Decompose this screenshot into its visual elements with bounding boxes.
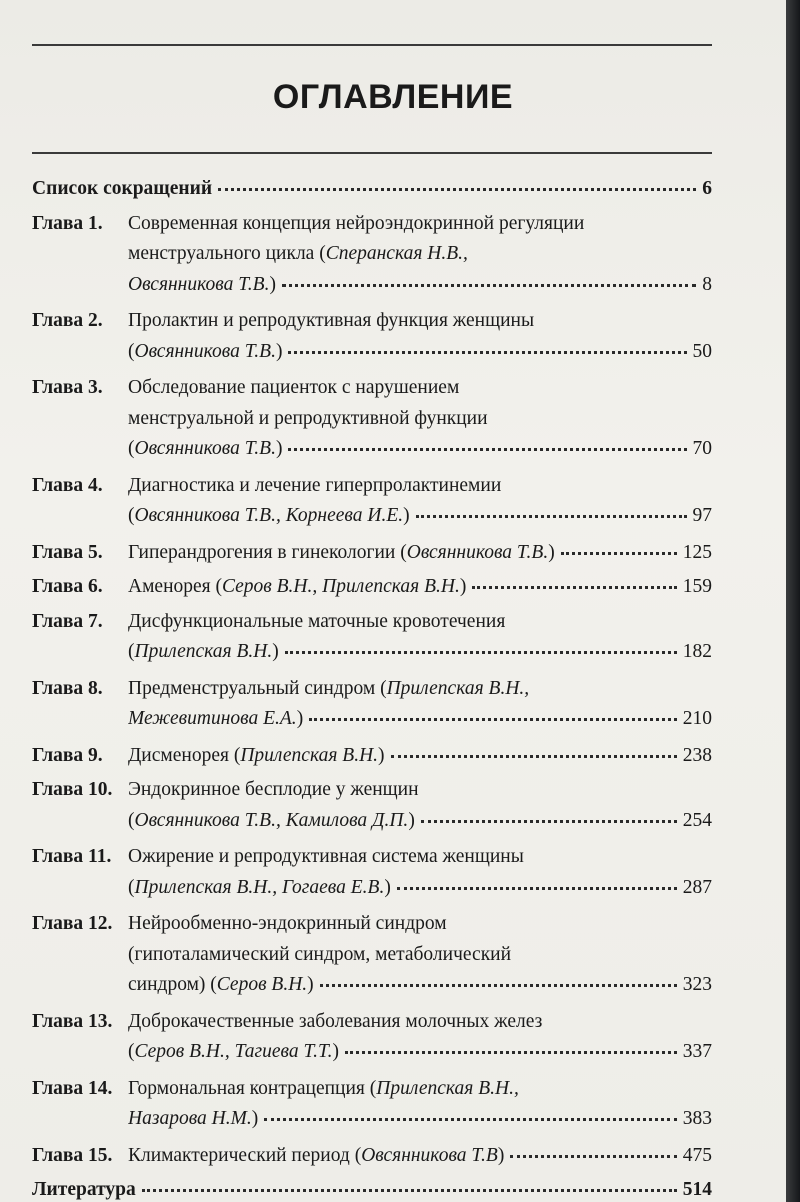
page-number: 514	[682, 1179, 712, 1200]
page-number: 8	[702, 273, 712, 295]
entry-text-line: менструальной и репродуктивной функции	[128, 407, 488, 429]
chapter-label: Глава 9.	[32, 744, 103, 766]
page-number: 254	[682, 809, 712, 831]
dot-leader	[264, 1112, 677, 1121]
chapter-label: Глава 2.	[32, 310, 103, 331]
dot-leader	[288, 345, 686, 354]
entry-text-line: Пролактин и репродуктивная функция женщины	[128, 310, 535, 331]
book-edge	[786, 0, 800, 1202]
chapter-label: Глава 1.	[32, 212, 103, 234]
entry-text-line: синдром) (Серов В.Н.)	[128, 974, 314, 995]
entry-text-line: Ожирение и репродуктивная система женщины	[128, 846, 524, 867]
chapter-label: Глава 12.	[32, 913, 113, 934]
page-number: 50	[692, 340, 712, 362]
entry-text-line: Литература	[32, 1179, 136, 1200]
chapter-label: Глава 4.	[32, 474, 103, 496]
toc-entry	[32, 607, 712, 668]
entry-text-line: (Овсянникова Т.В., Корнеева И.Е.)	[128, 505, 410, 526]
toc-entry	[32, 306, 712, 367]
toc-entry	[32, 674, 712, 735]
toc-entry	[32, 174, 712, 205]
entry-text-line: Эндокринное бесплодие у женщин	[128, 779, 419, 800]
entry-text-line: Обследование пациенток с нарушением	[128, 377, 460, 398]
entry-text-line: менструального цикла (Сперанская Н.В.,	[128, 243, 468, 264]
entry-text-line: Предменструальный синдром (Прилепская В.Н.,	[128, 677, 530, 699]
chapter-label: Глава 10.	[32, 779, 113, 800]
dot-leader	[142, 1183, 677, 1192]
page-number: 125	[682, 541, 712, 563]
toc-entry	[32, 471, 712, 532]
chapter-label: Глава 6.	[32, 576, 103, 597]
entry-text-line: Межевитинова Е.А.)	[128, 708, 304, 729]
chapter-label: Глава 8.	[32, 677, 103, 699]
dot-leader	[472, 580, 676, 589]
toc-entry	[32, 909, 712, 1001]
entry-text-line: (Овсянникова Т.В.)	[128, 438, 283, 459]
chapter-label: Глава 7.	[32, 610, 103, 632]
toc-entry	[32, 373, 712, 465]
toc-entry	[32, 775, 712, 836]
toc-entry	[32, 741, 712, 772]
entry-text-line: Доброкачественные заболевания молочных желез	[128, 1010, 543, 1032]
toc-entry	[32, 1175, 712, 1202]
entry-text-line: (Прилепская В.Н., Гогаева Е.В.)	[128, 876, 391, 898]
page-number: 323	[682, 974, 712, 995]
chapter-label: Глава 11.	[32, 846, 112, 867]
chapter-label: Глава 5.	[32, 541, 103, 563]
chapter-label: Глава 13.	[32, 1010, 113, 1032]
entry-text-line: (Прилепская В.Н.)	[128, 641, 279, 662]
entry-text-line: Овсянникова Т.В.)	[128, 273, 276, 295]
dot-leader	[320, 978, 677, 987]
toc-entry	[32, 1141, 712, 1172]
dot-leader	[561, 546, 677, 555]
toc-entry	[32, 538, 712, 569]
page-number: 337	[682, 1041, 712, 1062]
page-number: 70	[692, 438, 712, 459]
dot-leader	[218, 182, 696, 191]
page-number: 287	[682, 876, 712, 898]
dot-leader	[345, 1045, 677, 1054]
toc-entry	[32, 1007, 712, 1068]
dot-leader	[282, 278, 696, 287]
title-rule	[32, 152, 712, 154]
entry-text-line: Дисменорея (Прилепская В.Н.)	[128, 744, 385, 766]
page-number: 238	[682, 744, 712, 766]
toc-entry	[32, 1074, 712, 1135]
entry-text-line: Аменорея (Серов В.Н., Прилепская В.Н.)	[128, 576, 467, 597]
top-rule	[32, 44, 712, 46]
page-number: 475	[682, 1144, 712, 1166]
entry-text-line: Климактерический период (Овсянникова Т.В)	[128, 1144, 505, 1166]
toc-entry	[32, 842, 712, 903]
page-number: 159	[682, 576, 712, 597]
dot-leader	[510, 1149, 676, 1158]
page-title: ОГЛАВЛЕНИЕ	[272, 78, 514, 116]
page-number: 383	[682, 1108, 712, 1129]
dot-leader	[397, 881, 677, 890]
entry-text-line: Современная концепция нейроэндокринной регуляции	[128, 212, 585, 234]
entry-text-line: Нейрообменно-эндокринный синдром	[128, 913, 447, 934]
entry-text-line: (Овсянникова Т.В.)	[128, 340, 283, 362]
toc-entry	[32, 209, 712, 301]
dot-leader	[416, 509, 687, 518]
entry-text-line: Назарова Н.М.)	[128, 1108, 259, 1129]
dot-leader	[391, 749, 677, 758]
page-number: 182	[682, 641, 712, 662]
entry-text-line: Гормональная контрацепция (Прилепская В.Н.,	[128, 1077, 519, 1099]
toc-entry	[32, 572, 712, 603]
entry-text-line: Диагностика и лечение гиперпролактинемии	[128, 474, 502, 496]
entry-text-line: Дисфункциональные маточные кровотечения	[128, 610, 506, 632]
entry-text-line: Гиперандрогения в гинекологии (Овсянникова Т.В.)	[128, 541, 555, 563]
chapter-label: Глава 14.	[32, 1077, 113, 1099]
dot-leader	[288, 442, 686, 451]
entry-text-line: (Овсянникова Т.В., Камилова Д.П.)	[128, 809, 415, 831]
dot-leader	[309, 712, 677, 721]
table-of-contents	[32, 174, 712, 1202]
entry-text-line: (Серов В.Н., Тагиева Т.Т.)	[128, 1041, 339, 1062]
page-number: 97	[692, 505, 712, 526]
page-number: 210	[682, 708, 712, 729]
chapter-label: Глава 15.	[32, 1144, 113, 1166]
entry-text-line: Список сокращений	[32, 178, 213, 199]
page-number: 6	[702, 178, 712, 199]
entry-text-line: (гипоталамический синдром, метаболический	[128, 943, 512, 965]
dot-leader	[285, 645, 677, 654]
chapter-label: Глава 3.	[32, 377, 103, 398]
dot-leader	[421, 814, 677, 823]
